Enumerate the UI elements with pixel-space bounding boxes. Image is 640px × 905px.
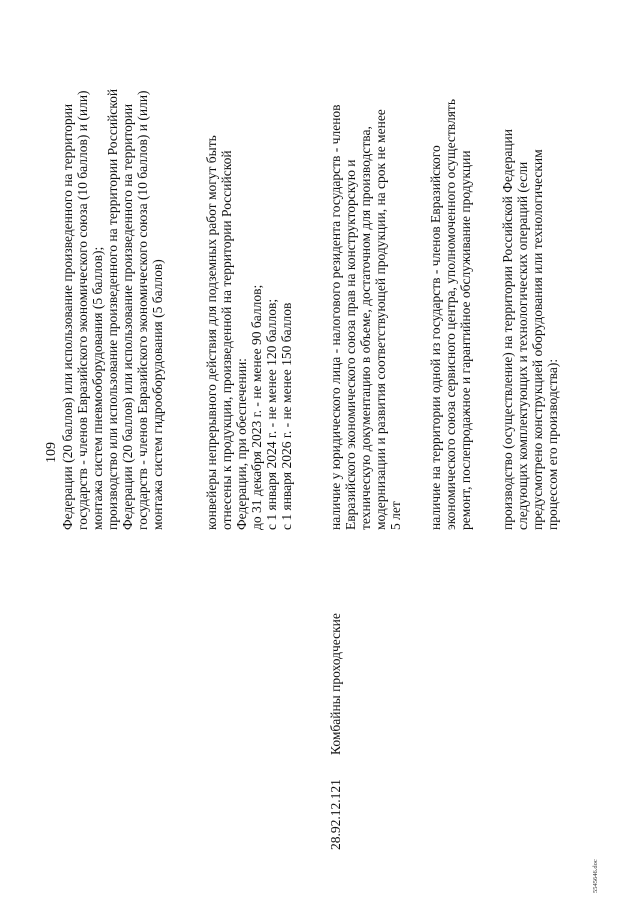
page-number: 109 (44, 442, 59, 463)
text-line: отнесены к продукции, произведенной на территории Российской (219, 150, 234, 530)
text-line: с 1 января 2026 г. - не менее 150 баллов (279, 302, 294, 530)
product-name: Комбайны проходческие (328, 613, 343, 755)
text-line: наличие у юридического лица - налогового резидента государств - членов (328, 104, 343, 530)
document-id: 5545646.doc (592, 859, 599, 893)
text-line: ремонт, послепродажное и гарантийное обслуживание продукции (458, 150, 473, 530)
text-line: техническую документацию в объеме, достаточном для производства, (358, 126, 373, 530)
text-line: государств - членов Евразийского экономического союза (10 баллов) и (или) (135, 90, 150, 530)
conveyor-block (204, 135, 294, 530)
rights-block (328, 104, 403, 530)
production-block (500, 129, 560, 530)
text-line: с 1 января 2024 г. - не менее 120 баллов; (264, 298, 279, 530)
text-line: 5 лет (388, 501, 403, 530)
service-block (428, 99, 473, 530)
text-line: Федерации, при обеспечении: (234, 358, 249, 530)
text-line: предусмотрено конструкцией оборудования или технологическим (530, 149, 545, 530)
text-line: экономического союза сервисного центра, уполномоченного осуществлять (443, 99, 458, 530)
text-line: Федерации (20 баллов) или использование произведенного на территории (120, 103, 135, 530)
text-line: производство (осуществление) на территории Российской Федерации (500, 128, 515, 530)
text-line: следующих комплектующих и технологических операций (если (515, 161, 530, 530)
text-line: монтажа систем пневмооборудования (5 баллов); (90, 246, 105, 530)
text-line: до 31 декабря 2023 г. - не менее 90 баллов; (249, 284, 264, 530)
text-line: процессом его производства): (545, 358, 560, 530)
text-line: Евразийского экономического союза прав на конструкторскую и (343, 159, 358, 530)
text-line: производство или использование произведенного на территории Российской (105, 88, 120, 530)
text-line: Федерации (20 баллов) или использование произведенного на территории (60, 103, 75, 530)
text-line: конвейеры непрерывного действия для подземных работ могут быть (204, 135, 219, 530)
text-line: модернизации и развития соответствующей продукции, на срок не менее (373, 109, 388, 530)
text-line: государств - членов Евразийского экономического союза (10 баллов) и (или) (75, 90, 90, 530)
text-line: монтажа систем гидрооборудования (5 баллов) (150, 259, 165, 530)
okpd-code: 28.92.12.121 (328, 779, 343, 850)
text-line: наличие на территории одной из государств - членов Евразийского (428, 145, 443, 530)
continuation-block (60, 89, 165, 530)
